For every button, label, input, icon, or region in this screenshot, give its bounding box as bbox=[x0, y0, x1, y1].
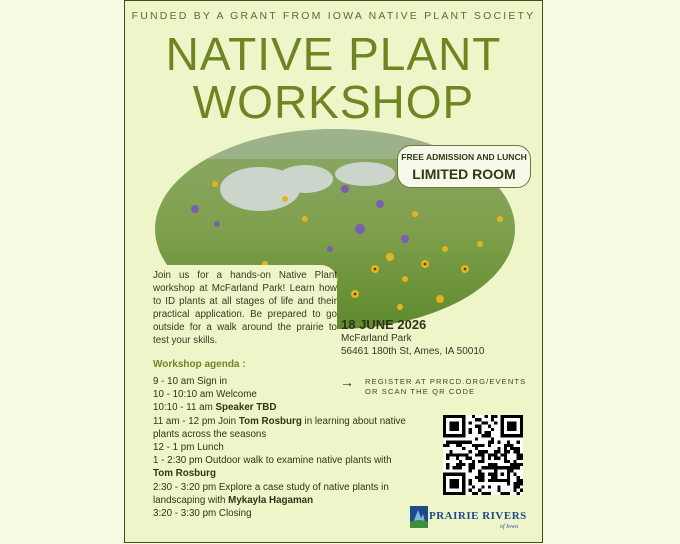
agenda-title: Workshop agenda : bbox=[153, 359, 246, 370]
agenda-item: 9 - 10 am Sign in bbox=[153, 376, 228, 387]
agenda-item: 1 - 2:30 pm Outdoor walk to examine native plants with Tom Rosburg bbox=[153, 455, 392, 480]
title-line-2: WORKSHOP bbox=[192, 76, 475, 128]
agenda-item: 10:10 - 11 am Speaker TBD bbox=[153, 402, 277, 414]
event-venue: McFarland Park bbox=[341, 333, 412, 344]
event-date: 18 JUNE 2026 bbox=[341, 317, 427, 332]
badge-free-admission: FREE ADMISSION AND LUNCH bbox=[401, 152, 527, 162]
workshop-poster bbox=[124, 0, 543, 543]
register-qr-note: OR SCAN THE QR CODE bbox=[365, 387, 476, 396]
prairie-rivers-logo-icon bbox=[410, 504, 540, 538]
agenda-item: 3:20 - 3:30 pm Closing bbox=[153, 508, 252, 520]
qr-code-icon[interactable] bbox=[443, 415, 523, 495]
admission-badge bbox=[397, 145, 531, 188]
right-arrow-icon: → bbox=[340, 374, 354, 390]
logo-text: PRAIRIE RIVERS bbox=[429, 510, 527, 522]
logo-subtext: of Iowa bbox=[500, 524, 519, 530]
agenda-item: 2:30 - 3:20 pm Explore a case study of native plants in landscaping with Mykayla Hagaman bbox=[153, 481, 389, 506]
intro-paragraph: Join us for a hands-on Native Plant workshop at McFarland Park! Learn how to ID plants at all stages of life and their practical application. Be prepared to go outside for a walk around the prairie to test your skills. bbox=[145, 265, 337, 357]
funding-note: FUNDED BY A GRANT FROM IOWA NATIVE PLANT SOCIETY bbox=[131, 10, 536, 22]
event-address: 56461 180th St, Ames, IA 50010 bbox=[341, 346, 485, 357]
agenda-item: 12 - 1 pm Lunch bbox=[153, 442, 224, 454]
register-info bbox=[365, 377, 526, 397]
agenda-item: 10 - 10:10 am Welcome bbox=[153, 389, 257, 401]
title-line-1: NATIVE PLANT bbox=[165, 28, 502, 80]
agenda-item: 11 am - 12 pm Join Tom Rosburg in learning about native plants across the seasons bbox=[153, 415, 406, 440]
register-link[interactable]: REGISTER AT PRRCD.ORG/EVENTS bbox=[365, 377, 527, 386]
badge-limited-room: LIMITED ROOM bbox=[412, 166, 516, 182]
